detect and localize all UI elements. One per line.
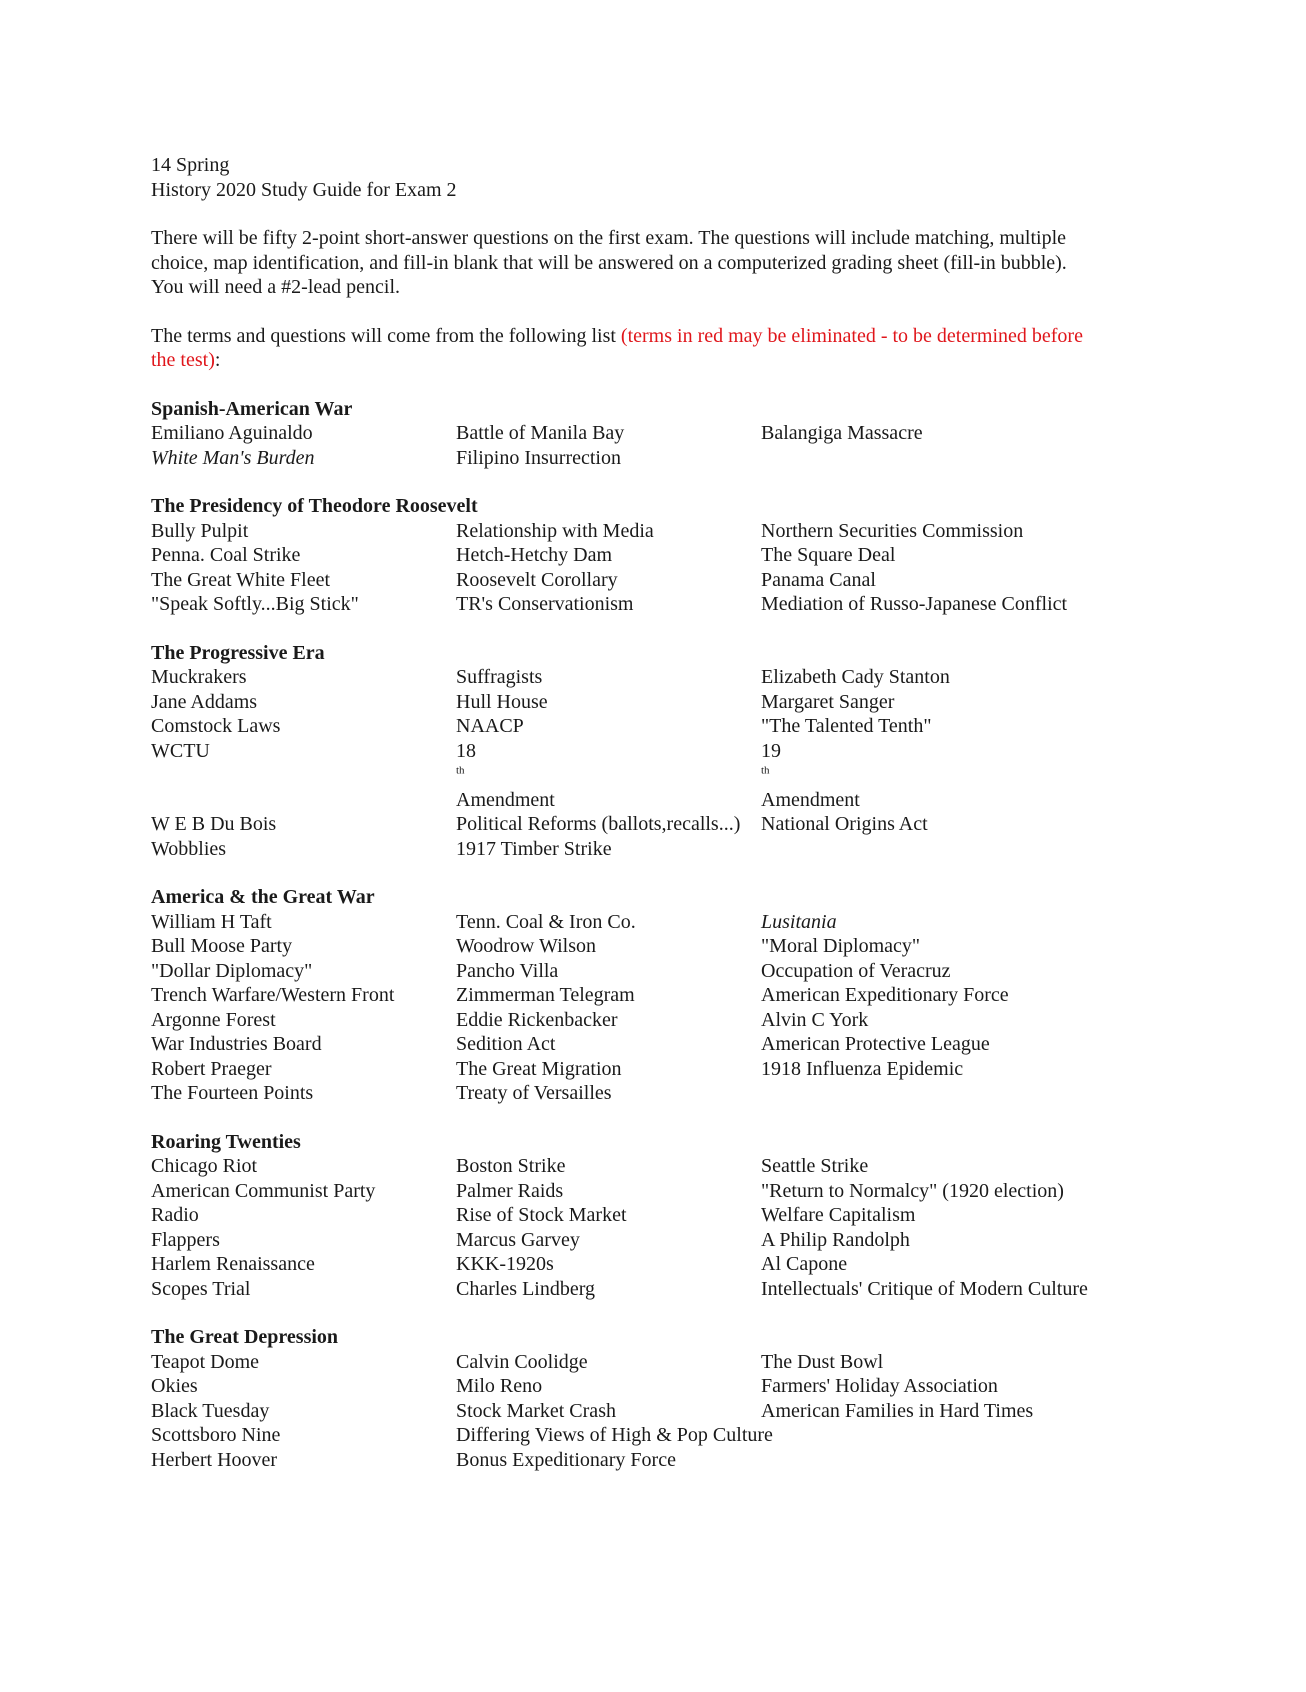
term: Bonus Expeditionary Force — [456, 1448, 676, 1471]
term: War Industries Board — [151, 1033, 322, 1055]
section-spanish-american-war — [151, 397, 1151, 471]
term: Teapot Dome — [151, 1350, 260, 1373]
term: Alvin C York — [761, 1008, 869, 1031]
semester-label: 14 Spring — [151, 154, 230, 176]
term: Sedition Act — [456, 1033, 556, 1055]
term: Scopes Trial — [151, 1277, 251, 1300]
term: "Speak Softly...Big Stick" — [151, 593, 359, 615]
exam-description: There will be fifty 2-point short-answer questions on the first exam. The questions will include matching, multiple choice, map identification, and fill-in blank that will be answered on a computerized grading sheet (fill-in bubble). You will need a #2-lead pencil. — [151, 227, 1067, 298]
term: Al Capone — [761, 1253, 848, 1275]
term: Hull House — [456, 690, 548, 713]
term: Argonne Forest — [151, 1008, 276, 1031]
section-great-depression — [151, 1325, 1151, 1472]
term: Palmer Raids — [456, 1179, 564, 1202]
term: Filipino Insurrection — [456, 446, 621, 469]
term: Wobblies — [151, 837, 227, 860]
term: Hetch-Hetchy Dam — [456, 544, 613, 566]
term — [761, 1423, 1151, 1448]
terms-note — [151, 324, 1111, 373]
term: Treaty of Versailles — [456, 1082, 612, 1104]
term: "Moral Diplomacy" — [761, 935, 921, 957]
term — [761, 1081, 1151, 1106]
term: Differing Views of High & Pop Culture — [456, 1424, 773, 1446]
terms-note-red: (terms in red may be eliminated - to be determined before the test) — [151, 324, 1083, 371]
term: Flappers — [151, 1228, 220, 1251]
term: Panama Canal — [761, 568, 876, 591]
term: Woodrow Wilson — [456, 935, 596, 957]
section-title: The Great Depression — [151, 1326, 339, 1348]
amendment-word: Amendment — [761, 788, 860, 811]
section-theodore-roosevelt — [151, 494, 1151, 617]
term: Suffragists — [456, 666, 543, 688]
term: "Return to Normalcy" (1920 election) — [761, 1179, 1064, 1202]
term: Northern Securities Commission — [761, 519, 1024, 542]
term: Margaret Sanger — [761, 690, 895, 713]
term: The Fourteen Points — [151, 1082, 314, 1104]
term: White Man's Burden — [151, 446, 315, 469]
term: Calvin Coolidge — [456, 1350, 588, 1373]
term: Trench Warfare/Western Front — [151, 984, 395, 1006]
amendment-number: 19 — [761, 739, 781, 762]
amendment-number: 18 — [456, 739, 476, 762]
term: The Square Deal — [761, 544, 896, 566]
term: National Origins Act — [761, 813, 928, 835]
section-title: The Progressive Era — [151, 641, 325, 664]
term: Elizabeth Cady Stanton — [761, 666, 950, 688]
term: NAACP — [456, 715, 524, 737]
term: TR's Conservationism — [456, 593, 634, 615]
term: 1918 Influenza Epidemic — [761, 1057, 964, 1080]
ordinal-suffix: th — [761, 764, 770, 777]
term-grid — [151, 910, 1151, 1106]
terms-note-colon: : — [214, 349, 221, 371]
term: Bull Moose Party — [151, 935, 293, 957]
term: Herbert Hoover — [151, 1448, 278, 1471]
section-title: The Presidency of Theodore Roosevelt — [151, 495, 478, 517]
term: American Families in Hard Times — [761, 1399, 1034, 1422]
term: W E B Du Bois — [151, 813, 277, 835]
term: Scottsboro Nine — [151, 1424, 281, 1446]
term: 1917 Timber Strike — [456, 837, 612, 860]
term: Penna. Coal Strike — [151, 544, 301, 566]
term: The Great White Fleet — [151, 568, 331, 591]
term: Stock Market Crash — [456, 1399, 616, 1422]
term: Occupation of Veracruz — [761, 959, 951, 982]
term: Jane Addams — [151, 690, 258, 713]
term: Political Reforms (ballots,recalls...) — [456, 813, 741, 835]
term: Marcus Garvey — [456, 1228, 580, 1251]
term-18th-amendment — [456, 739, 761, 813]
term: Rise of Stock Market — [456, 1204, 627, 1226]
term: Chicago Riot — [151, 1155, 258, 1177]
term: William H Taft — [151, 910, 272, 933]
term: Harlem Renaissance — [151, 1253, 315, 1275]
term: Milo Reno — [456, 1375, 543, 1397]
term: Tenn. Coal & Iron Co. — [456, 910, 636, 933]
term-grid — [151, 1350, 1151, 1473]
term — [761, 446, 1151, 471]
term: Battle of Manila Bay — [456, 422, 625, 444]
term: Farmers' Holiday Association — [761, 1375, 998, 1397]
term-grid — [151, 1154, 1151, 1301]
term: Charles Lindberg — [456, 1277, 596, 1300]
term-19th-amendment — [761, 739, 1151, 813]
amendment-word: Amendment — [456, 788, 555, 811]
term: KKK-1920s — [456, 1253, 554, 1275]
term-grid — [151, 519, 1151, 617]
term: Relationship with Media — [456, 519, 654, 542]
term-grid — [151, 421, 1151, 470]
term: Emiliano Aguinaldo — [151, 422, 313, 444]
term — [761, 1448, 1151, 1473]
intro-paragraph — [151, 226, 1151, 300]
term: Welfare Capitalism — [761, 1204, 916, 1226]
term: Intellectuals' Critique of Modern Culture — [761, 1277, 1088, 1300]
term: Robert Praeger — [151, 1057, 272, 1080]
term: American Communist Party — [151, 1179, 376, 1202]
term: Muckrakers — [151, 666, 247, 688]
section-title: Roaring Twenties — [151, 1130, 301, 1153]
term: Pancho Villa — [456, 959, 559, 982]
term: Zimmerman Telegram — [456, 984, 635, 1006]
term: American Expeditionary Force — [761, 984, 1009, 1006]
term-grid — [151, 665, 1151, 861]
term: Bully Pulpit — [151, 519, 249, 542]
term: Lusitania — [761, 910, 837, 933]
term: Okies — [151, 1375, 198, 1397]
document-title: History 2020 Study Guide for Exam 2 — [151, 178, 457, 201]
section-progressive-era — [151, 641, 1151, 862]
term: Seattle Strike — [761, 1155, 869, 1177]
term: Radio — [151, 1204, 199, 1226]
term: Eddie Rickenbacker — [456, 1008, 618, 1031]
term: Comstock Laws — [151, 715, 281, 737]
term: A Philip Randolph — [761, 1228, 910, 1251]
term: WCTU — [151, 739, 210, 762]
section-great-war — [151, 885, 1151, 1106]
section-roaring-twenties — [151, 1130, 1151, 1302]
ordinal-suffix: th — [456, 764, 465, 777]
term: The Dust Bowl — [761, 1350, 884, 1373]
term — [761, 837, 1151, 862]
term: Roosevelt Corollary — [456, 568, 618, 591]
section-title: America & the Great War — [151, 886, 375, 908]
section-title: Spanish-American War — [151, 397, 353, 420]
term: Balangiga Massacre — [761, 422, 923, 444]
term: American Protective League — [761, 1033, 990, 1055]
term: "The Talented Tenth" — [761, 715, 932, 737]
terms-note-text: The terms and questions will come from the following list — [151, 324, 621, 347]
term: "Dollar Diplomacy" — [151, 959, 313, 982]
term: Boston Strike — [456, 1155, 566, 1177]
study-guide-page — [151, 153, 1151, 1472]
term: The Great Migration — [456, 1057, 622, 1080]
term: Black Tuesday — [151, 1399, 270, 1422]
term: Mediation of Russo-Japanese Conflict — [761, 593, 1068, 615]
